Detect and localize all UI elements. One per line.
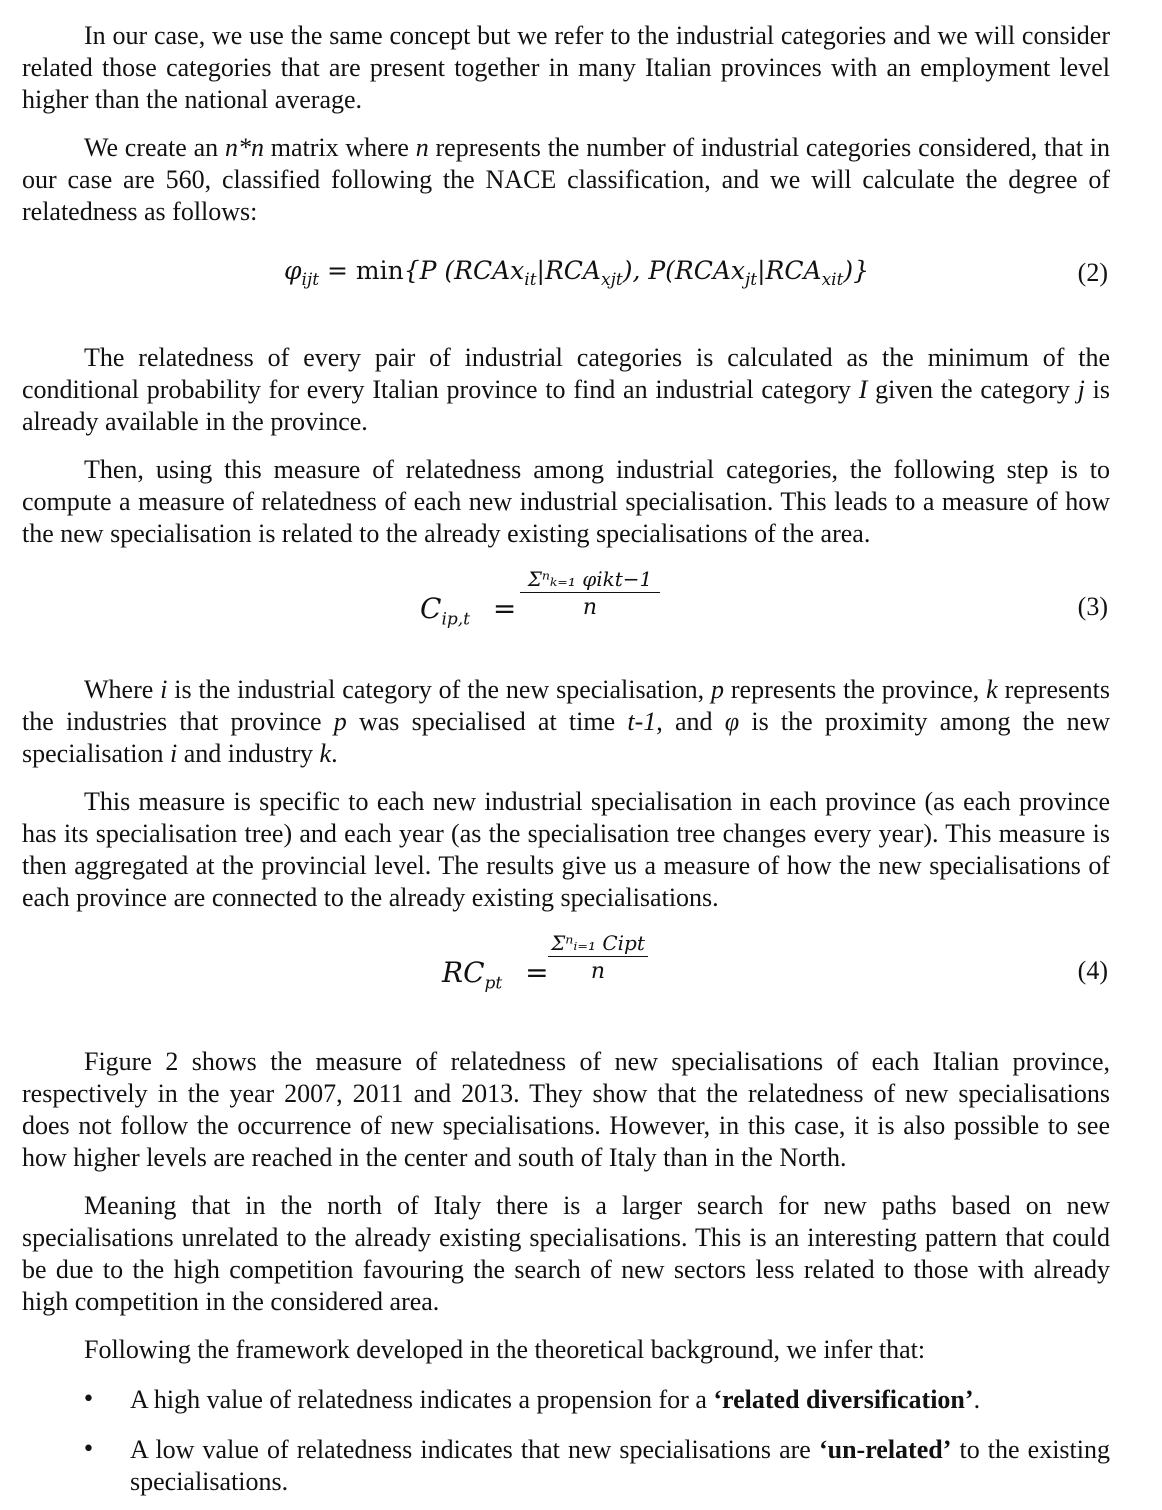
- equation-3-lhs: $C_{ip,t}$ =: [420, 592, 517, 630]
- list-item: • A high value of relatedness indicates a propension for a ‘related diversification’.: [82, 1385, 981, 1414]
- equation-4-denominator: n: [590, 959, 606, 984]
- equation-2: [22, 242, 1110, 308]
- paragraph-where-definitions: Where i is the industrial category of the new specialisation, p represents the province, k represents the industries that province p was specialised at time t-1, and φ is the proximity among the new specialisation i and industry k.: [22, 675, 1111, 768]
- equation-4-lhs: $RC_{pt}$ =: [442, 956, 549, 994]
- paragraph-relatedness-pair: The relatedness of every pair of industrial categories is calculated as the minimum of the conditional probability for every Italian province to find an industrial category I given the category j is already available in the province.: [22, 343, 1111, 436]
- document-page: [22, 20, 1110, 1498]
- list-item: • A low value of relatedness indicates that new specialisations are ‘un-related’ to the existing specialisations.: [82, 1435, 1110, 1496]
- equation-4-fraction: [548, 932, 648, 987]
- paragraph-measure-specific: This measure is specific to each new industrial specialisation in each province (as each province has its specialisation tree) and each year (as the specialisation tree changes every year). This measure is then aggregated at the provincial level. The results give us a measure of how the new specialisations of each province are connected to the already existing specialisations.: [22, 787, 1110, 912]
- equation-2-body: $\varphi_{ijt} = \min\{P$ $(RCAx_{it}|RCA_{xjt})$, $P(RCAx_{jt}|RCA_{xit})$}: [284, 256, 870, 290]
- equation-4-number: (4): [1077, 956, 1108, 985]
- paragraph-new-specialisation: Then, using this measure of relatedness among industrial categories, the following step is to compute a measure of relatedness of each new industrial specialisation. This leads to a measure of how the new specialisation is related to the already existing specialisations of the area.: [22, 455, 1110, 548]
- paragraph-figure-2: Figure 2 shows the measure of relatedness of new specialisations of each Italian province, respectively in the year 2007, 2011 and 2013. They show that the relatedness of new specialisations does not follow the occurrence of new specialisations. However, in this case, it is also possible to see how higher levels are reached in the center and south of Italy than in the North.: [22, 1047, 1110, 1172]
- paragraph-concept: In our case, we use the same concept but we refer to the industrial categories and we will consider related those categories that are present together in many Italian provinces with an employment level higher than the national average.: [22, 21, 1110, 114]
- bullet-icon: •: [82, 1387, 95, 1412]
- paragraph-framework: Following the framework developed in the theoretical background, we infer that:: [84, 1335, 926, 1364]
- equation-2-number: (2): [1077, 258, 1108, 287]
- paragraph-north-italy: Meaning that in the north of Italy there is a larger search for new paths based on new specialisations unrelated to the already existing specialisations. This is an interesting pattern that could be due to the high competition favouring the search of new sectors less related to those with already high competition in the considered area.: [22, 1191, 1110, 1316]
- equation-3-denominator: n: [582, 595, 598, 620]
- paragraph-matrix: We create an n*n matrix where n represents the number of industrial categories considered, that in our case are 560, classified following the NACE classification, and we will calculate the degree of relatedness as follows:: [22, 133, 1110, 226]
- equation-3: [22, 568, 1110, 646]
- inference-list: [22, 1384, 1110, 1498]
- equation-3-numerator: Σⁿₖ₌₁ φikt−1: [520, 568, 660, 593]
- equation-3-fraction: [520, 568, 660, 623]
- equation-4: [22, 932, 1110, 1010]
- bullet-icon: •: [82, 1437, 95, 1462]
- equation-4-numerator: Σⁿᵢ₌₁ Cipt: [548, 932, 648, 957]
- equation-3-number: (3): [1077, 592, 1108, 621]
